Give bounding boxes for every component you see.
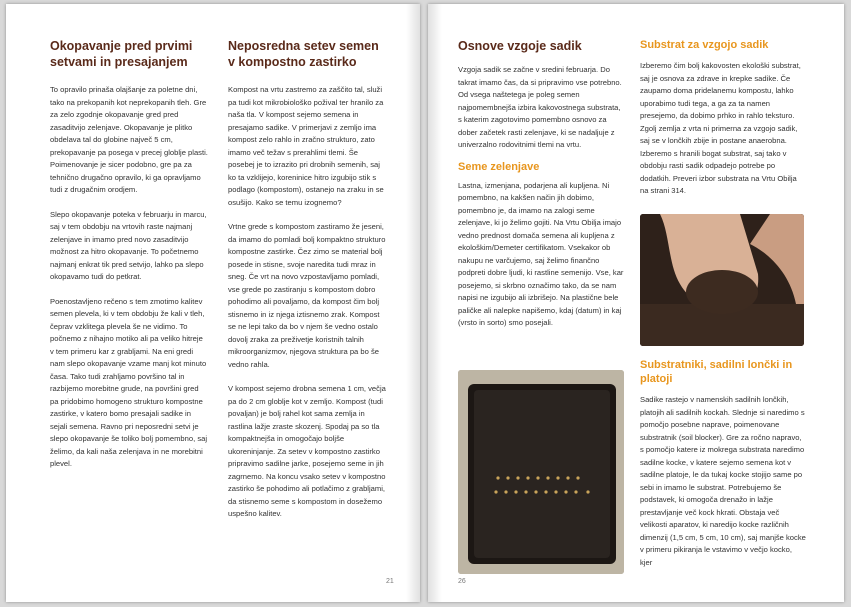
heading-substratniki: Substratniki, sadilni lončki in platoji <box>640 359 793 385</box>
heading-substrat: Substrat za vzgojo sadik <box>640 39 769 51</box>
paragraph: Poenostavljeno rečeno s tem zmotimo kalitev semen plevela, ki v tem obdobju že kali v tleh, čeprav vzklitega plevela še ne vidimo. To počnemo z nihajno motiko ali pa veliko hitreje v tem primeru kar z grabljami. Na eni gredi nam slepo okopavanje vzame manj kot minuto časa. Tako tudi zrahljamo površino tal in razbijemo morebitne grude, na površini gred pa pridobimo homogeno strukturo kompostne zastirke, v katero bomo presajali sadike in sejali semena. Ravno pri neposredni setvi je slepo okopavanje še toliko bolj pomembno, saj želimo, da kali naša zelenjava in ne morebitni plevel. <box>50 296 208 468</box>
soil-hands-photo-image <box>640 214 804 346</box>
left-page <box>6 4 420 602</box>
heading-osnove-vzgoje: Osnove vzgoje sadik <box>458 39 582 53</box>
paragraph: V kompost sejemo drobna semena 1 cm, večja pa do 2 cm globlje kot v zemljo. Kompost (tudi povaljan) je bolj rahel kot sama zemlja in rastlina lažje zraste skozenj. Spodaj pa so tla kompaktnejša in omogočajo boljše ukoreninjanje. Za setev v kompostno zastirko pripravimo sadilne jarke, posejemo seme in jih zagrnemo. Na koncu vsako setev v kompostno zastirko še pohodimo ali potlačimo z grabljami, da stisnemo seme s kompostom in dosežemo uspešno kalitev. <box>228 384 386 518</box>
paragraph: Vzgoja sadik se začne v sredini februarja. Do takrat imamo čas, da si pripravimo vse potrebno. Od vsega naštetega je poleg semen najpomembnejša izbira kakovostnega substrata, s katerim zagotovimo pomembno osnovo za dober začetek rasti zelenjave, ki se nadaljuje z univerzalno rodovitnimi tlemi na vrtu. <box>458 65 622 149</box>
soil-hands-photo <box>640 214 804 346</box>
paragraph: Sadike rastejo v namenskih sadilnih lončkih, platojih ali sadilnih kockah. Slednje si naredimo s pomočjo posebne naprave, poimenovane substratnik (soil blocker). Gre za ročno napravo, s pomočjo katere iz mokrega substrata naredimo sadilne kocke, v katere sejemo semena kot v sadilne platoje, le da tukaj kocke stojijo same po sebi in imamo le substrat. Potrebujemo še podstavek, ki omogoča drenažo in lažje prestavljanje več kock hkrati. Obstaja več velikosti aparatov, ki naredijo kocke različnih dimenzij (1,5 cm, 5 cm, 10 cm), saj manjše kocke v primeru pikiranja le vstavimo v večjo kocko, kjer <box>640 395 806 567</box>
paragraph: To opravilo prinaša olajšanje za poletne dni, tako na prekopanih kot neprekopanih tleh. Gre za zelo zgodnje okopavanje gred pred zasaditvijo zelenjave. Okopavanje je plitko obdelava tal do globine največ 5 cm, prekopavanje pa posega v precej globlje plasti. Poimenovanje je sicer podobno, gre pa za tehnično drugačno opravilo, ki ga opravljamo tudi z drugačnim orodjem. <box>50 85 208 194</box>
paragraph: Slepo okopavanje poteka v februarju in marcu, saj v tem obdobju na vrtovih raste najmanj zelenjave in imamo pred novo zasaditvijo možnost za hitro okopavanje. To početnemo najmanj enkrat tik pred setvijo, lahko pa slepo okopavamo tudi do petkrat. <box>50 209 207 281</box>
paragraph: Vrtne grede s kompostom zastiramo že jeseni, da imamo do pomladi bolj kompaktno strukturo kompostne zastirke. Čez zimo se material bolj posede in stisne, svoje naredita tudi mraz in sneg. Če vrt na novo vzpostavljamo pomladi, vse grede po zastiranju s kompostom dobro pohodimo ali povaljamo, da kompost čim bolj stisnemo in iz njega iztisnemo zrak. Kompost se ne lepi tako da bo v njem še vedno ostalo dovolj zraka za preživetje koristnih talnih mikroorganizmov, njegova struktura pa bo še vedno rahla. <box>228 222 386 369</box>
left-column-2 <box>228 38 386 521</box>
right-page <box>428 4 844 602</box>
seed-tray-photo-image <box>458 370 624 574</box>
heading-neposredna-setev: Neposredna setev semen v kompostno zastirko <box>228 39 379 69</box>
spine-shadow <box>406 4 420 602</box>
heading-okopavanje: Okopavanje pred prvimi setvami in presajanjem <box>50 39 193 69</box>
subheading-seme-zelenjave: Seme zelenjave <box>458 160 540 173</box>
paragraph: Lastna, izmenjana, podarjena ali kupljena. Ni pomembno, na kakšen način jih dobimo, pomembno je, da imamo na zalogi seme zelenjave, ki jo želimo gojiti. Na Vrtu Obilja imajo vedno prednost domača semena ali kupljena z ekološkim/Demeter certifikatom. Vsekakor ob nakupu ne varčujemo, saj želimo finančno podpreti dobre ljudi, ki rastline semenijo. Vse, kar posejemo, si skrbno označimo tako, da se nam napisi ne izgubijo ali izbrišejo. Na plastične bele paličke ali nalepke napišemo, kdaj (datum) in kaj (vrsto in sorto) smo posejali. <box>458 180 624 327</box>
page-number: 26 <box>458 578 466 585</box>
paragraph: Izberemo čim bolj kakovosten ekološki substrat, saj je osnova za zdrave in krepke sadike. Če zaupamo doma pridelanemu kompostu, lahko uporabimo tudi tega, a ga za ta namen presejemo, da dobimo prhko in rahlo teksturo. Zgolj zemlja z vrta ni primerna za vzgojo sadik, saj se v lončkih zbije in postane anaerobna. Izberemo s hranili bogat substrat, saj tako v obdobju rasti sadik odpadejo potrebe po dodatkih. Preveri izbor substrata na Vrtu Obilja na strani 314. <box>640 61 801 195</box>
right-column-2-lower <box>640 358 806 569</box>
paragraph: Kompost na vrtu zastremo za zaščito tal, služi pa tudi kot mikrobiološko požival ter hranilo za naša tla. V kompost sejemo semena in presajamo sadike. V primerjavi z zemljo ima kompost zelo rahlo in zračno strukturo, zato imamo več težav s prerahlimi tlemi. Še posebej je to izrazito pri drobnih semenih, saj ko ta vzklijejo, koreninice hitro izgubijo stik s podlago (kompostom), ostanejo na zraku in se osušijo. Kako se temu izognemo? <box>228 85 384 207</box>
page-number: 21 <box>386 578 394 585</box>
spine-shadow <box>428 4 442 602</box>
right-column-1 <box>458 38 624 330</box>
right-column-2 <box>640 38 806 198</box>
left-column-1 <box>50 38 208 471</box>
seed-tray-photo <box>458 370 624 574</box>
